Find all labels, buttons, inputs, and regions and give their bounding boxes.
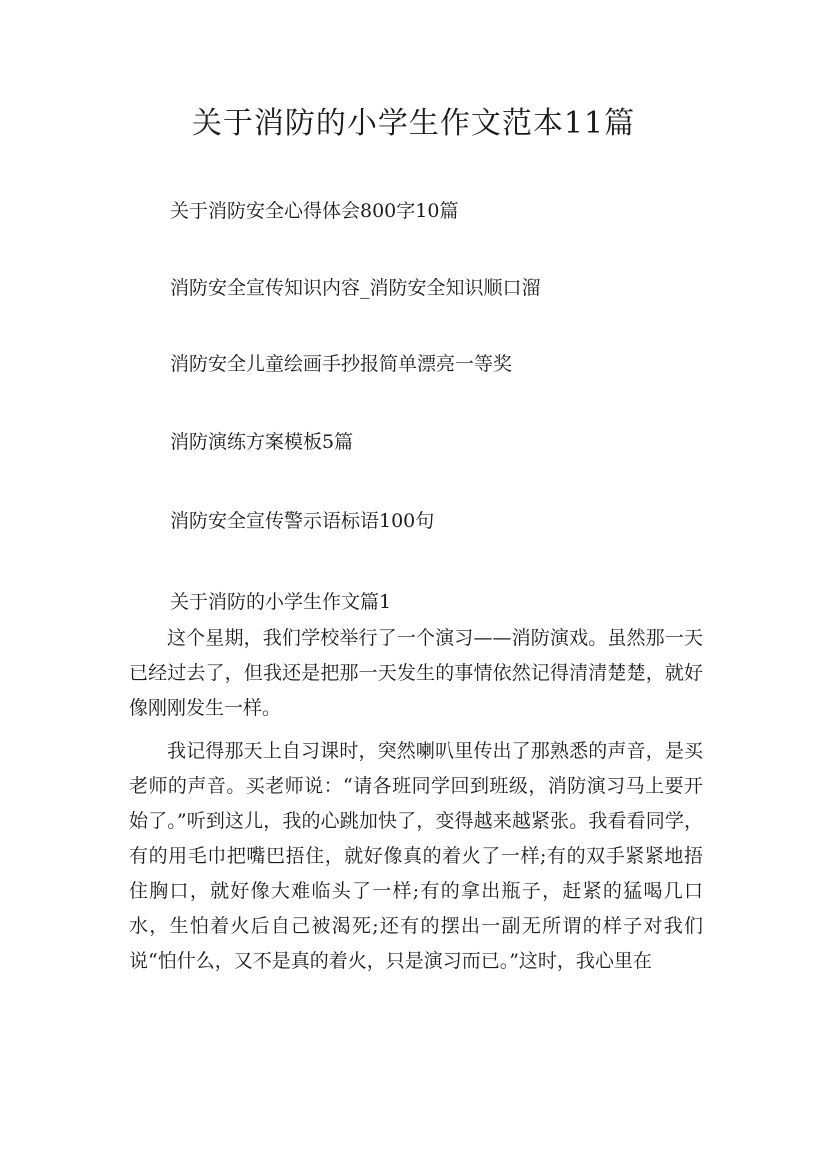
section-heading: 关于消防的小学生作文篇1	[170, 591, 392, 613]
related-link-4[interactable]: 消防演练方案模板5篇	[170, 431, 354, 453]
related-link-1[interactable]: 关于消防安全心得体会800字10篇	[170, 200, 459, 222]
document-title: 关于消防的小学生作文范本11篇	[191, 106, 636, 141]
body-paragraph-1: 这个星期，我们学校举行了一个演习——消防演戏。虽然那一天已经过去了，但我还是把那一天发生的事情依然记得清清楚楚，就好像刚刚发生一样。	[129, 627, 703, 719]
related-link-3[interactable]: 消防安全儿童绘画手抄报简单漂亮一等奖	[170, 353, 513, 375]
body-paragraph-2: 我记得那天上自习课时，突然喇叭里传出了那熟悉的声音，是买老师的声音。买老师说：“请各班同学回到班级，消防演习马上要开始了。”听到这儿，我的心跳加快了，变得越来越紧张。我看看同学，有的用毛巾把嘴巴捂住，就好像真的着火了一样;有的双手紧紧地捂住胸口，就好像大难临头了一样;有的拿出瓶子，赶紧的猛喝几口水，生怕着火后自己被渴死;还有的摆出一副无所谓的样子对我们说“怕什么，又不是真的着火，只是演习而已。”这时，我心里在	[129, 740, 703, 972]
related-link-2[interactable]: 消防安全宣传知识内容_消防安全知识顺口溜	[170, 277, 541, 299]
related-link-5[interactable]: 消防安全宣传警示语标语100句	[170, 510, 435, 532]
